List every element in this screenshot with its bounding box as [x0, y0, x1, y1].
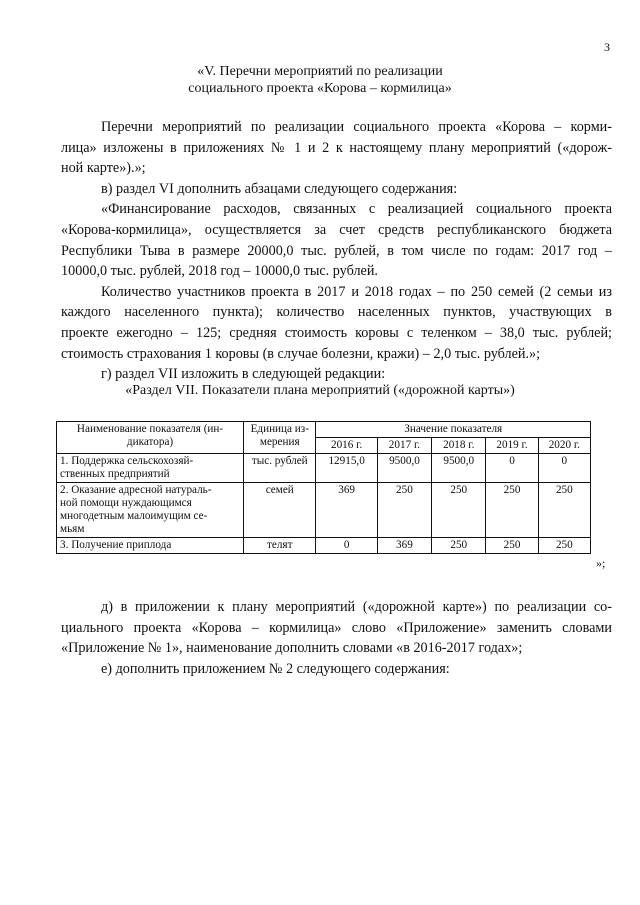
row-value: 250: [377, 483, 431, 538]
text-line: циального проекта «Корова – кормилица» слово «Приложение» заменить словами: [61, 619, 612, 636]
table-row: [57, 538, 591, 554]
row-value: 250: [486, 538, 538, 554]
header-year: 2017 г.: [377, 438, 431, 454]
row-value: 9500,0: [432, 454, 486, 483]
row-value: 250: [486, 483, 538, 538]
header-unit: Единица из- мерения: [244, 422, 316, 454]
row-value: 250: [432, 538, 486, 554]
page-number: 3: [604, 40, 610, 54]
text-line: «Приложение № 1», наименование дополнить словами «в 2016-2017 годах»;: [61, 640, 523, 657]
table-closing-quote: »;: [596, 556, 606, 570]
row-value: 12915,0: [316, 454, 377, 483]
row-unit: телят: [244, 538, 316, 554]
text-line: лица» изложены в приложениях № 1 и 2 к настоящему плану мероприятий («дорож-: [61, 139, 612, 156]
row-value: 250: [538, 483, 590, 538]
header-indicator-name: Наименование показателя (ин- дикатора): [57, 422, 244, 454]
table-row: [57, 454, 591, 483]
section-heading: [0, 63, 640, 97]
body-text-upper: [61, 117, 612, 385]
text-line: «Финансирование расходов, связанных с реализацией социального проекта: [101, 201, 612, 218]
text-line: 10000,0 тыс. рублей, 2018 год – 10000,0 тыс. рублей.: [61, 263, 378, 280]
row-unit: семей: [244, 483, 316, 538]
row-value: 250: [432, 483, 486, 538]
section-heading-line-1: «V. Перечни мероприятий по реализации: [197, 64, 443, 79]
text-line: стоимость страхования 1 коровы (в случае болезни, кражи) – 2,0 тыс. рублей.»;: [61, 345, 541, 362]
paragraph-lists-info: [61, 117, 612, 179]
text-line: Республики Тыва в размере 20000,0 тыс. рублей, в том числе по годам: 2017 год –: [61, 242, 612, 259]
text-line: д) в приложении к плану мероприятий («дорожной карте») по реализации со-: [101, 599, 612, 615]
row-value: 250: [538, 538, 590, 554]
text-line: проекте ежегодно – 125; средняя стоимость коровы с теленком – 38,0 тыс. рублей;: [61, 324, 612, 341]
row-value: 0: [538, 454, 590, 483]
header-year: 2016 г.: [316, 438, 377, 454]
section-heading-line-2: социального проекта «Корова – кормилица»: [188, 81, 452, 96]
table-row: [57, 483, 591, 538]
paragraph-section-vii: г) раздел VII изложить в следующей редакции:: [101, 366, 386, 383]
table-title: «Раздел VII. Показатели плана мероприятий («дорожной карты»): [125, 383, 515, 398]
body-text-lower: [61, 597, 612, 679]
row-value: 369: [316, 483, 377, 538]
row-indicator-name: 3. Получение приплода: [57, 538, 244, 554]
row-unit: тыс. рублей: [244, 454, 316, 483]
table-header-row: [57, 422, 591, 438]
row-indicator-name: 2. Оказание адресной натураль- ной помощи нуждающимся многодетным малоимущим се- мьям: [57, 483, 244, 538]
paragraph-section-vi: в) раздел VI дополнить абзацами следующего содержания:: [101, 180, 458, 197]
row-value: 0: [486, 454, 538, 483]
header-year: 2018 г.: [432, 438, 486, 454]
row-value: 369: [377, 538, 431, 554]
paragraph-appendix-change: [61, 597, 612, 659]
header-year: 2020 г.: [538, 438, 590, 454]
text-line: «Корова-кормилица», осуществляется за счет средств республиканского бюджета: [61, 221, 612, 238]
row-value: 9500,0: [377, 454, 431, 483]
header-year: 2019 г.: [486, 438, 538, 454]
paragraph-participants: [61, 282, 612, 364]
text-line: Перечни мероприятий по реализации социального проекта «Корова – корми-: [101, 119, 612, 135]
row-indicator-name: 1. Поддержка сельскохозяй- ственных предприятий: [57, 454, 244, 483]
text-line: ной карте»).»;: [61, 160, 146, 177]
text-line: Количество участников проекта в 2017 и 2018 годах – по 250 семей (2 семьи из: [101, 283, 612, 300]
paragraph-appendix-add: е) дополнить приложением № 2 следующего содержания:: [101, 660, 450, 677]
text-line: каждого населенного пункта); количество населенных пунктов, участвующих в: [61, 304, 612, 321]
header-indicator-value: Значение показателя: [316, 422, 591, 438]
indicators-table: [56, 421, 591, 554]
row-value: 0: [316, 538, 377, 554]
paragraph-financing: [61, 199, 612, 281]
